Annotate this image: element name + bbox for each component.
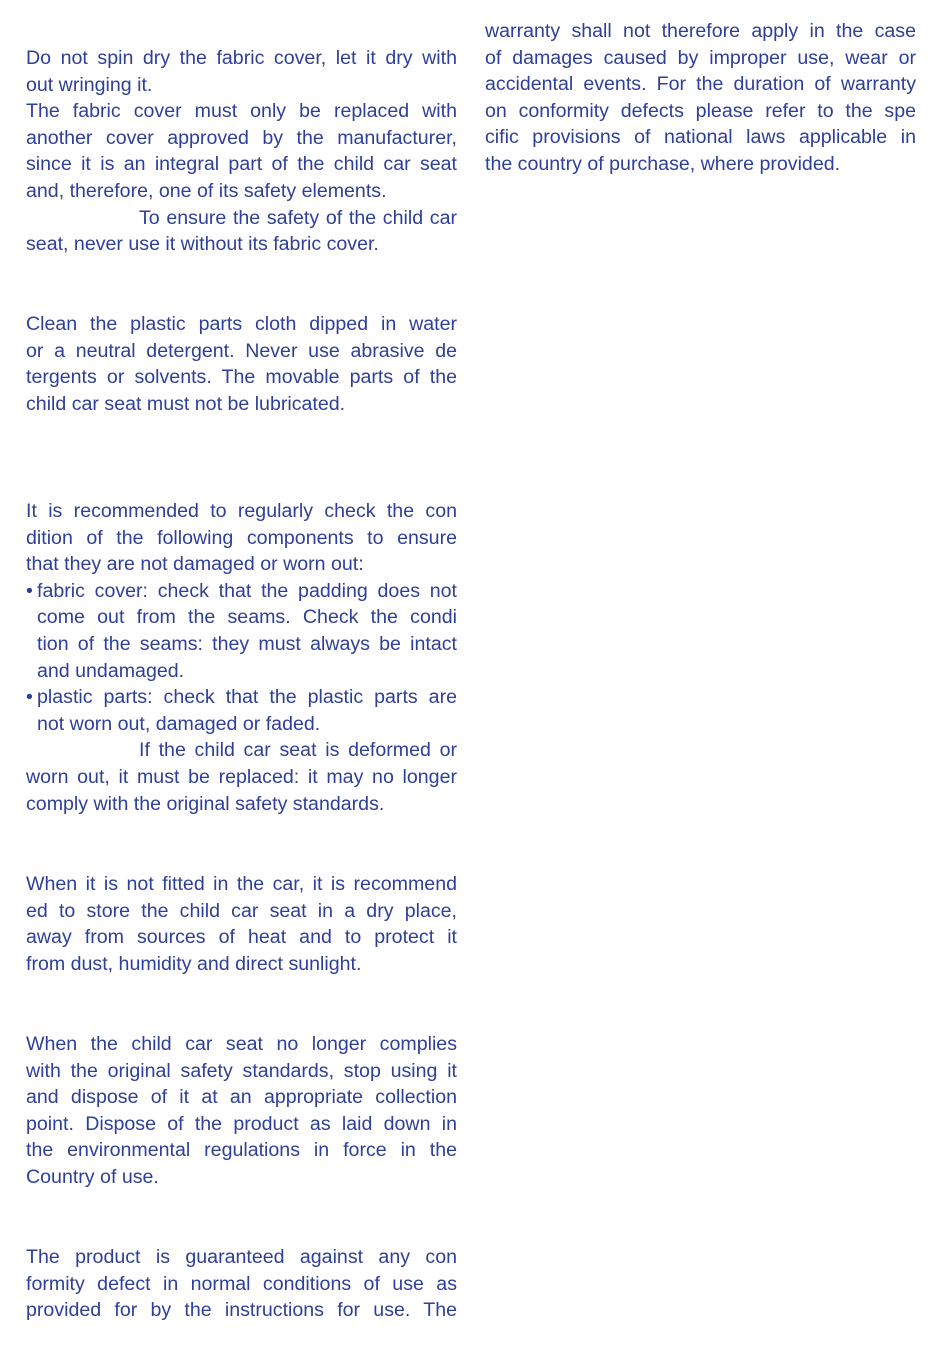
text-line: cific provisions of national laws applicable in	[485, 126, 916, 149]
text-line: provided for by the instructions for use. The	[26, 1299, 457, 1322]
text-line: since it is an integral part of the child car seat	[26, 153, 457, 176]
text-line: child car seat must not be lubricated.	[26, 392, 346, 415]
text-line: When it is not fitted in the car, it is recommend	[26, 873, 457, 895]
bullet-first-line	[26, 684, 457, 711]
text-line: dition of the following components to ensure	[26, 526, 457, 549]
text-line: and dispose of it at an appropriate collection	[26, 1086, 457, 1109]
text-line: accidental events. For the duration of warranty	[485, 73, 916, 96]
text-line: and undamaged.	[37, 659, 185, 682]
text-line: The product is guaranteed against any con	[26, 1246, 457, 1268]
text-line: The fabric cover must only be replaced with	[26, 100, 457, 123]
text-line: not worn out, damaged or faded.	[37, 712, 321, 735]
text-line: warranty shall not therefore apply in the case	[485, 20, 916, 42]
text-line: Clean the plastic parts cloth dipped in water	[26, 313, 457, 335]
text-line: from dust, humidity and direct sunlight.	[26, 952, 362, 975]
text-line: seat, never use it without its fabric cover.	[26, 233, 379, 256]
text-line: Do not spin dry the fabric cover, let it dry with	[26, 47, 457, 69]
text-line: on conformity defects please refer to the spe	[485, 99, 916, 122]
bullet-marker: •	[26, 579, 33, 602]
text-line: come out from the seams. Check the condi	[37, 606, 457, 629]
bullet-marker: •	[26, 686, 33, 709]
text-line: point. Dispose of the product as laid down in	[26, 1112, 457, 1135]
text-line: comply with the original safety standards.	[26, 792, 385, 815]
text-line: It is recommended to regularly check the con	[26, 500, 457, 522]
text-line: the country of purchase, where provided.	[485, 153, 841, 175]
text-line: or a neutral detergent. Never use abrasive de	[26, 339, 457, 362]
text-line: another cover approved by the manufacturer,	[26, 126, 457, 149]
text-line: tion of the seams: they must always be intact	[37, 633, 457, 655]
text-line: out wringing it.	[26, 73, 153, 96]
text-line: worn out, it must be replaced: it may no longer	[26, 766, 457, 788]
bullet-first-line	[26, 578, 457, 605]
text-line: the environmental regulations in force in the	[26, 1139, 457, 1162]
text-line: tergents or solvents. The movable parts of the	[26, 366, 457, 389]
text-line: ed to store the child car seat in a dry place,	[26, 899, 457, 922]
text-line: plastic parts: check that the plastic parts are	[37, 686, 457, 709]
text-line: fabric cover: check that the padding does not	[37, 579, 457, 602]
text-line: Country of use.	[26, 1166, 159, 1188]
text-line: of damages caused by improper use, wear or	[485, 46, 916, 69]
text-line: away from sources of heat and to protect it	[26, 926, 457, 949]
text-line: with the original safety standards, stop using it	[26, 1059, 457, 1082]
text-line: formity defect in normal conditions of use as	[26, 1272, 457, 1295]
text-line: that they are not damaged or worn out:	[26, 553, 364, 576]
text-line: If the child car seat is deformed or	[139, 739, 457, 762]
text-line: To ensure the safety of the child car	[139, 206, 457, 229]
text-line: and, therefore, one of its safety elements.	[26, 180, 387, 202]
text-line: When the child car seat no longer complies	[26, 1033, 457, 1055]
